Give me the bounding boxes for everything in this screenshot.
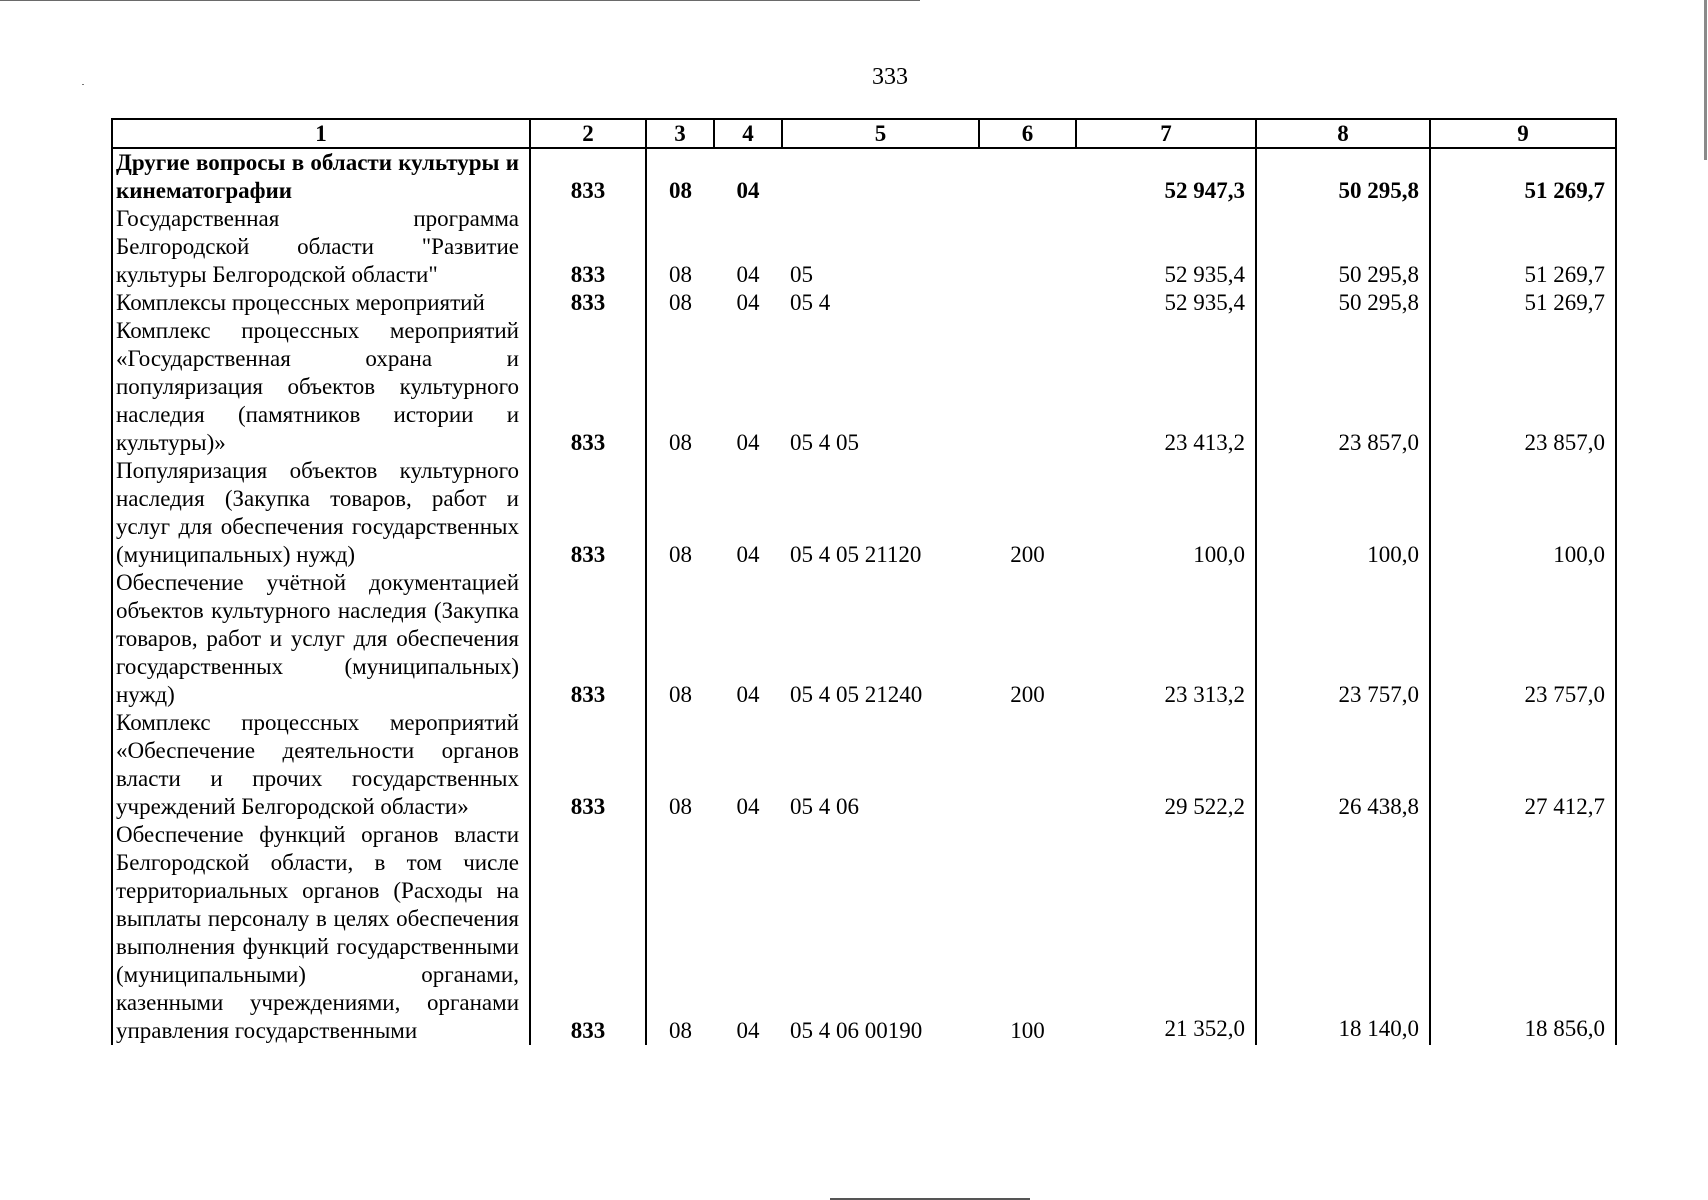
amount-col7-cell: 52 935,4 xyxy=(1076,205,1256,289)
table-row xyxy=(112,205,1616,289)
header-cell-5: 5 xyxy=(782,119,979,148)
row-name-cell: Обеспечение функций органов власти Белгородской области, в том числе территориальных органов (Расходы на выплаты персоналу в целях обеспечения выполнения функций государственными (муниципальными) органами, казенными учреждениями, органами управления государственными xyxy=(112,821,530,1045)
subsection-code-cell: 04 xyxy=(736,178,760,203)
ministry-code-cell: 833 xyxy=(530,457,646,569)
amount-col7-cell: 52 935,4 xyxy=(1076,289,1256,317)
expense-type-cell xyxy=(979,148,1076,205)
amount-col9-cell: 23 857,0 xyxy=(1430,317,1616,457)
amount-col9-cell: 100,0 xyxy=(1430,457,1616,569)
ministry-code-cell: 833 xyxy=(530,709,646,821)
subsection-code-cell: 04 xyxy=(736,430,760,455)
amount-col8-cell: 23 857,0 xyxy=(1256,317,1430,457)
section-code-cell: 08 xyxy=(646,709,714,821)
ministry-code-cell: 833 xyxy=(530,317,646,457)
header-cell-3: 3 xyxy=(646,119,714,148)
amount-col8-cell: 26 438,8 xyxy=(1256,709,1430,821)
amount-col9-cell: 51 269,7 xyxy=(1430,148,1616,205)
section-code-cell: 08 xyxy=(646,289,714,317)
row-name-cell: Другие вопросы в области культуры и кинематографии xyxy=(112,148,530,205)
table-row xyxy=(112,148,1616,205)
row-name-cell: Комплекс процессных мероприятий «Обеспечение деятельности органов власти и прочих государственных учреждений Белгородской области» xyxy=(112,709,530,821)
header-cell-7: 7 xyxy=(1076,119,1256,148)
expense-type-cell xyxy=(979,205,1076,289)
row-name-cell: Популяризация объектов культурного наследия (Закупка товаров, работ и услуг для обеспечения государственных (муниципальных) нужд) xyxy=(112,457,530,569)
target-article-cell: 05 4 xyxy=(790,290,831,315)
subsection-code-cell: 04 xyxy=(736,290,760,315)
ministry-code-cell: 833 xyxy=(530,289,646,317)
amount-col8-cell: 18 140,0 xyxy=(1256,821,1430,1045)
amount-col8-cell: 50 295,8 xyxy=(1256,148,1430,205)
section-code-cell: 08 xyxy=(646,148,714,205)
amount-col7-cell: 21 352,0 xyxy=(1076,821,1256,1045)
amount-col7-cell: 23 413,2 xyxy=(1076,317,1256,457)
amount-col9-cell: 51 269,7 xyxy=(1430,205,1616,289)
section-code-cell: 08 xyxy=(646,569,714,709)
expense-type-cell xyxy=(979,709,1076,821)
header-cell-6: 6 xyxy=(979,119,1076,148)
expense-type-cell xyxy=(979,289,1076,317)
expense-type-cell: 200 xyxy=(1010,542,1045,567)
ministry-code-cell: 833 xyxy=(530,205,646,289)
page-number: 333 xyxy=(872,64,908,90)
amount-col8-cell: 50 295,8 xyxy=(1256,205,1430,289)
amount-col7-cell: 29 522,2 xyxy=(1076,709,1256,821)
row-name-cell: Комплексы процессных мероприятий xyxy=(112,289,530,317)
amount-col9-cell: 51 269,7 xyxy=(1430,289,1616,317)
row-name-cell: Государственная программа Белгородской области "Развитие культуры Белгородской области" xyxy=(112,205,530,289)
section-code-cell: 08 xyxy=(646,457,714,569)
budget-table-container xyxy=(111,118,1615,1045)
header-cell-4: 4 xyxy=(714,119,782,148)
expense-type-cell: 100 xyxy=(1010,1018,1045,1043)
table-row xyxy=(112,709,1616,821)
header-row xyxy=(112,119,1616,148)
table-row xyxy=(112,289,1616,317)
subsection-code-cell: 04 xyxy=(736,794,760,819)
target-article-cell: 05 4 06 xyxy=(790,794,859,819)
amount-col9-cell: 18 856,0 xyxy=(1430,821,1616,1045)
amount-col9-cell: 27 412,7 xyxy=(1430,709,1616,821)
table-row xyxy=(112,317,1616,457)
expense-type-cell: 200 xyxy=(1010,682,1045,707)
header-cell-9: 9 xyxy=(1430,119,1616,148)
ministry-code-cell: 833 xyxy=(530,569,646,709)
amount-col7-cell: 23 313,2 xyxy=(1076,569,1256,709)
amount-col9-cell: 23 757,0 xyxy=(1430,569,1616,709)
budget-table xyxy=(111,118,1617,1045)
ministry-code-cell: 833 xyxy=(530,148,646,205)
amount-col7-cell: 100,0 xyxy=(1076,457,1256,569)
header-cell-1: 1 xyxy=(112,119,530,148)
amount-col8-cell: 23 757,0 xyxy=(1256,569,1430,709)
target-article-cell: 05 4 05 21120 xyxy=(790,542,922,567)
ministry-code-cell: 833 xyxy=(530,821,646,1045)
row-name-cell: Комплекс процессных мероприятий «Государственная охрана и популяризация объектов культурного наследия (памятников истории и культуры)» xyxy=(112,317,530,457)
target-article-cell: 05 4 06 00190 xyxy=(790,1018,923,1043)
row-name-cell: Обеспечение учётной документацией объектов культурного наследия (Закупка товаров, работ и услуг для обеспечения государственных (муниципальных) нужд) xyxy=(112,569,530,709)
amount-col8-cell: 50 295,8 xyxy=(1256,289,1430,317)
subsection-code-cell: 04 xyxy=(736,1018,760,1043)
target-article-cell: 05 4 05 xyxy=(790,430,859,455)
subsection-code-cell: 04 xyxy=(736,542,760,567)
target-article-cell: 05 xyxy=(790,262,813,287)
target-article-cell: 05 4 05 21240 xyxy=(790,682,923,707)
table-row xyxy=(112,821,1616,1045)
amount-col8-cell: 100,0 xyxy=(1256,457,1430,569)
table-row xyxy=(112,569,1616,709)
subsection-code-cell: 04 xyxy=(736,262,760,287)
subsection-code-cell: 04 xyxy=(736,682,760,707)
table-row xyxy=(112,457,1616,569)
amount-col7-cell: 52 947,3 xyxy=(1076,148,1256,205)
header-cell-8: 8 xyxy=(1256,119,1430,148)
expense-type-cell xyxy=(979,317,1076,457)
target-article-cell xyxy=(782,148,979,205)
header-cell-2: 2 xyxy=(530,119,646,148)
scan-border-top xyxy=(0,0,920,1)
section-code-cell: 08 xyxy=(646,317,714,457)
section-code-cell: 08 xyxy=(646,205,714,289)
section-code-cell: 08 xyxy=(646,821,714,1045)
